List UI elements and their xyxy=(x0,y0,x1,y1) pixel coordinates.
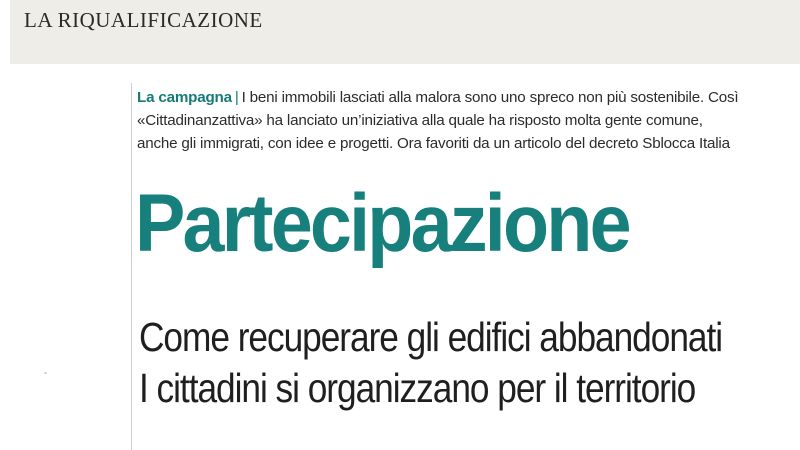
subheadline-line-1: Come recuperare gli edifici abbandonati xyxy=(139,314,723,360)
summary-line-1 xyxy=(137,86,787,109)
kicker-label: La campagna xyxy=(137,89,232,106)
section-header-bar xyxy=(10,0,800,64)
column-divider xyxy=(131,83,132,450)
kicker-separator: | xyxy=(234,89,239,106)
summary-line-2: «Cittadinanzattiva» ha lanciato un’iniziativa alla quale ha risposto molta gente comune, xyxy=(137,112,703,129)
article-summary xyxy=(137,86,787,155)
margin-mark xyxy=(44,372,47,374)
summary-line-3: anche gli immigrati, con idee e progetti. Ora favoriti da un articolo del decreto Sblocca Italia xyxy=(137,135,730,152)
headline: Partecipazione xyxy=(135,178,629,269)
section-label: LA RIQUALIFICAZIONE xyxy=(24,8,263,32)
subheadline xyxy=(139,312,722,414)
subheadline-line-2: I cittadini si organizzano per il territorio xyxy=(139,365,696,411)
summary-text: I beni immobili lasciati alla malora sono uno spreco non più sostenibile. Così xyxy=(241,89,739,106)
